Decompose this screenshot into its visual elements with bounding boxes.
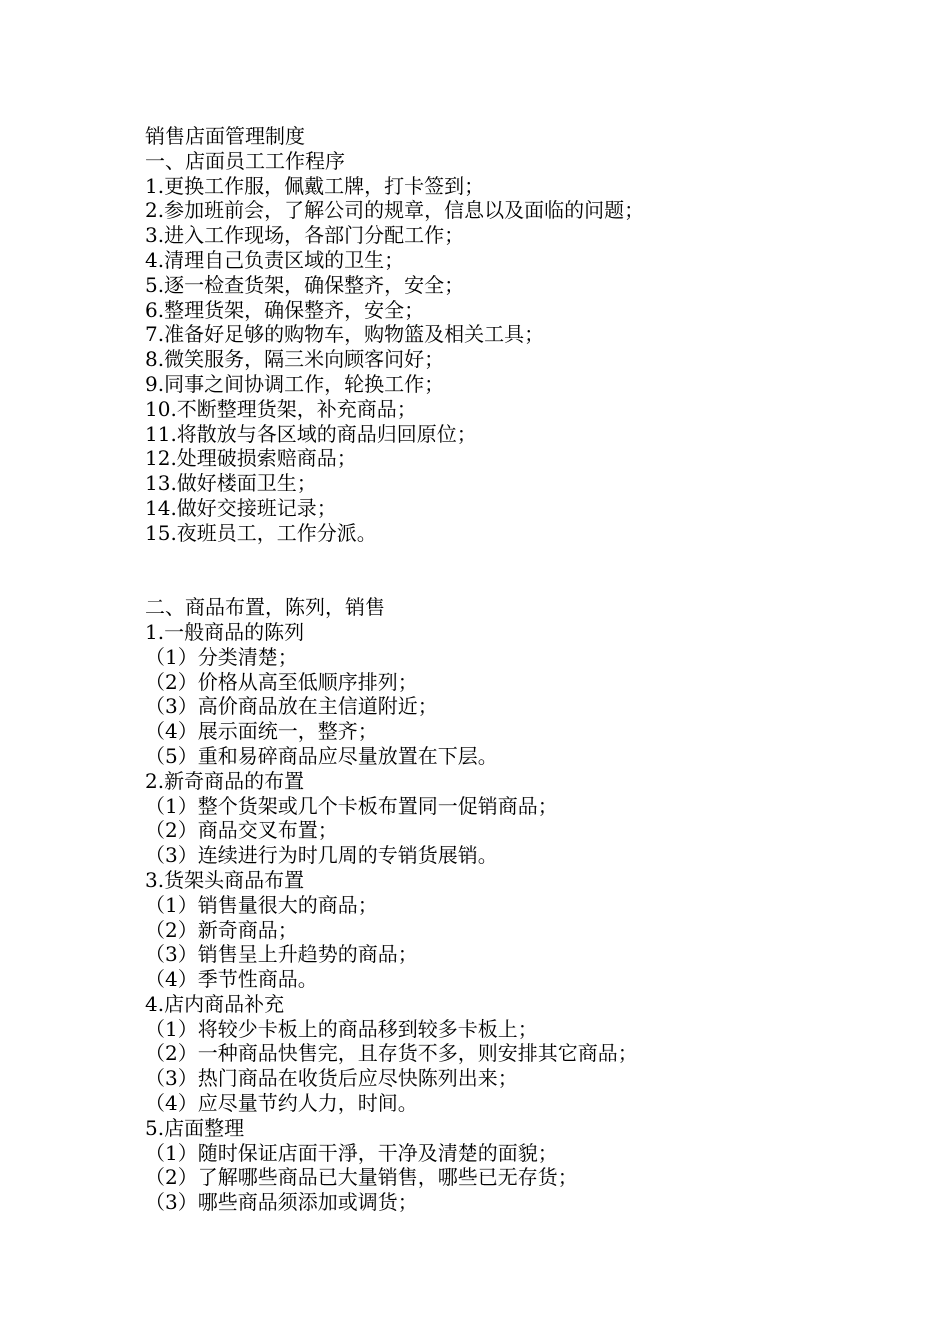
subsection-heading: 3.货架头商品布置	[145, 867, 305, 892]
list-item: （4）应尽量节约人力，时间。	[145, 1091, 418, 1116]
list-item: 8.微笑服务，隔三米向顾客问好；	[145, 347, 445, 372]
list-item: 4.清理自己负责区域的卫生；	[145, 247, 405, 272]
list-item: （3）高价商品放在主信道附近；	[145, 694, 438, 719]
section-heading: 一、店面员工工作程序	[145, 148, 345, 173]
section-spacer	[145, 546, 865, 596]
subsection-heading: 1.一般商品的陈列	[145, 619, 305, 644]
list-item: 1.更换工作服，佩戴工牌，打卡签到；	[145, 173, 485, 198]
section-heading: 二、商品布置，陈列，销售	[145, 595, 385, 620]
list-item: （3）连续进行为时几周的专销货展销。	[145, 843, 498, 868]
document-body	[145, 124, 865, 1215]
list-item: （2）价格从高至低顺序排列；	[145, 669, 418, 694]
list-item: （4）展示面统一，整齐；	[145, 719, 378, 744]
list-item: 3.进入工作现场，各部门分配工作；	[145, 223, 465, 248]
list-item: 10.不断整理货架，补充商品；	[145, 396, 417, 421]
list-item: （2）新奇商品；	[145, 917, 298, 942]
subsection-heading: 2.新奇商品的布置	[145, 768, 305, 793]
list-item: （3）销售呈上升趋势的商品；	[145, 942, 418, 967]
list-item: （1）将较少卡板上的商品移到较多卡板上；	[145, 1016, 538, 1041]
list-item: （1）整个货架或几个卡板布置同一促销商品；	[145, 793, 558, 818]
list-item: （2）了解哪些商品已大量销售，哪些已无存货；	[145, 1165, 578, 1190]
list-item: （1）随时保证店面干淨，干净及清楚的面貌；	[145, 1140, 558, 1165]
subsection-heading: 5.店面整理	[145, 1115, 245, 1140]
list-item: 7.准备好足够的购物车，购物篮及相关工具；	[145, 322, 545, 347]
list-item: 14.做好交接班记录；	[145, 495, 337, 520]
list-item: （3）热门商品在收货后应尽快陈列出来；	[145, 1066, 518, 1091]
list-item: 11.将散放与各区域的商品归回原位；	[145, 421, 477, 446]
subsection-heading: 4.店内商品补充	[145, 991, 285, 1016]
list-item: （4）季节性商品。	[145, 967, 318, 992]
list-item: 5.逐一检查货架，确保整齐，安全；	[145, 272, 465, 297]
list-item: 9.同事之间协调工作，轮换工作；	[145, 371, 445, 396]
list-item: 13.做好楼面卫生；	[145, 471, 317, 496]
list-item: （1）销售量很大的商品；	[145, 892, 378, 917]
document-title: 销售店面管理制度	[145, 124, 305, 148]
list-item: （3）哪些商品须添加或调货；	[145, 1190, 418, 1215]
list-item: （1）分类清楚；	[145, 644, 298, 669]
list-item: 6.整理货架，确保整齐，安全；	[145, 297, 425, 322]
list-item: 12.处理破损索赔商品；	[145, 446, 357, 471]
list-item: （5）重和易碎商品应尽量放置在下层。	[145, 743, 498, 768]
list-item: （2）商品交叉布置；	[145, 818, 338, 843]
list-item: 2.参加班前会，了解公司的规章，信息以及面临的问题；	[145, 198, 645, 223]
list-item: 15.夜班员工，工作分派。	[145, 520, 377, 545]
list-item: （2）一种商品快售完，且存货不多，则安排其它商品；	[145, 1041, 638, 1066]
